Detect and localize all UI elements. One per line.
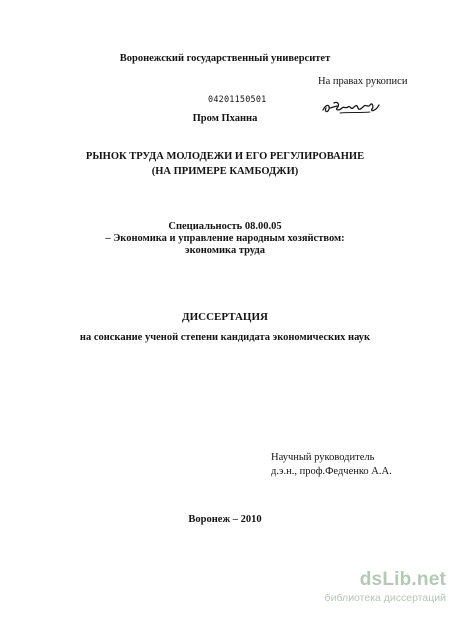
- watermark-logo: dsLib.net: [359, 569, 446, 590]
- university-name: Воронежский государственный университет: [119, 53, 331, 64]
- dissertation-title-line-1: РЫНОК ТРУДА МОЛОДЕЖИ И ЕГО РЕГУЛИРОВАНИЕ: [85, 151, 365, 162]
- dissertation-title-line-2: (НА ПРИМЕРЕ КАМБОДЖИ): [151, 166, 299, 177]
- author-name: Пром Пханна: [192, 113, 258, 124]
- supervisor-name: д.э.н., проф.Федченко А.А.: [271, 466, 392, 477]
- specialty-subfield: экономика труда: [185, 245, 265, 256]
- city-year: Воронеж – 2010: [188, 514, 262, 525]
- work-type-heading: ДИССЕРТАЦИЯ: [182, 311, 268, 323]
- watermark-subtitle: библиотека диссертаций: [324, 592, 446, 604]
- degree-line: на соискание ученой степени кандидата экономических наук: [79, 332, 371, 343]
- registration-number: 04201150501: [208, 95, 267, 105]
- watermark: [296, 569, 446, 604]
- specialty-field: – Экономика и управление народным хозяйством:: [105, 233, 345, 244]
- rights-note: На правах рукописи: [318, 76, 408, 87]
- supervisor-role: Научный руководитель: [271, 452, 375, 463]
- specialty-code: Специальность 08.00.05: [168, 221, 282, 232]
